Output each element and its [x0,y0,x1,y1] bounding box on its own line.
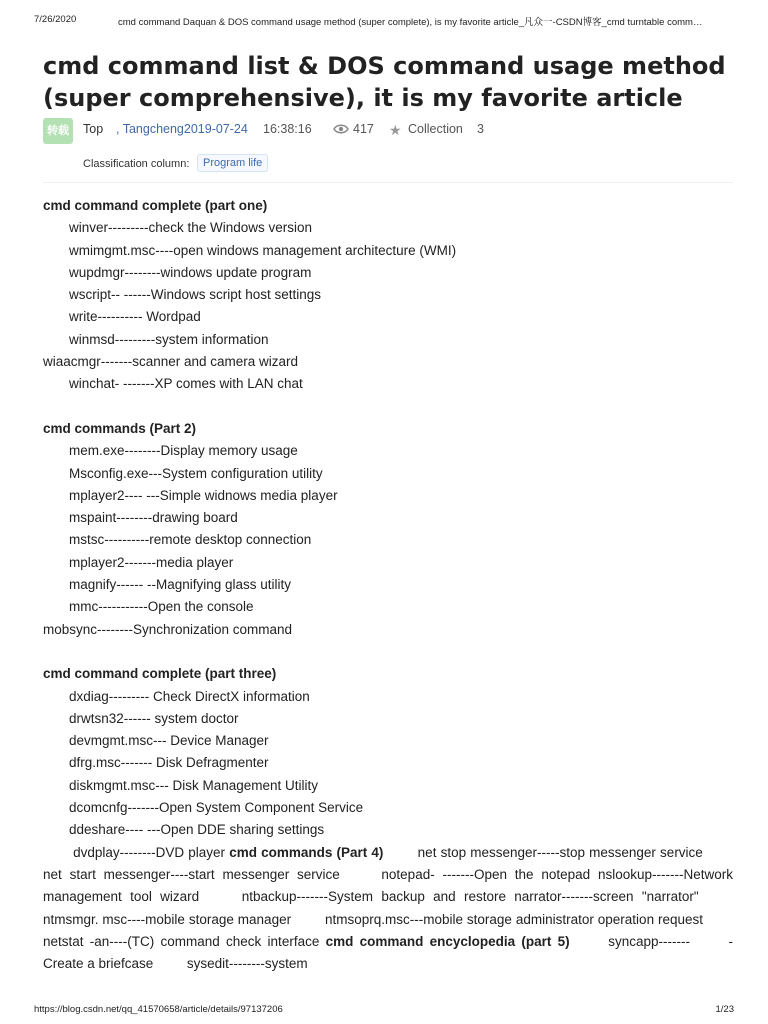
star-icon[interactable]: ★ [389,122,402,138]
command-line: mplayer2---- ---Simple widnows media player [69,487,338,503]
command-line: winver---------check the Windows version [69,220,313,236]
command-line: mspaint--------drawing board [69,510,238,526]
collection-count: 3 [477,122,484,136]
repost-badge: 转载 [43,118,73,144]
inline-heading: cmd commands (Part 4) [229,844,384,860]
section-heading: cmd command complete (part three) [43,666,277,682]
command-line: drwtsn32------ system doctor [69,710,239,726]
inline-heading: cmd command encyclopedia (part 5) [325,933,570,949]
paragraph-segment: notepad- -------Open the notepad nslookup-------Network management tool wizard [43,866,733,905]
top-label: Top [83,122,104,136]
command-line: mem.exe--------Display memory usage [69,443,298,459]
article-title: cmd command list & DOS command usage method (super comprehensive), it is my favorite article [43,52,726,112]
command-line: winchat- -------XP comes with LAN chat [69,376,303,392]
divider [43,182,733,183]
command-paragraph [43,842,733,976]
paragraph-segment: net stop messenger-----stop messenger service [417,844,703,860]
publish-time: 16:38:16 [263,122,312,136]
view-count: 417 [353,122,374,136]
command-line: wiaacmgr-------scanner and camera wizard [43,354,299,370]
command-line: mobsync--------Synchronization command [43,621,293,637]
section-gap [43,641,733,663]
command-line: devmgmt.msc--- Device Manager [69,733,269,749]
page-number: 1/23 [715,1004,734,1015]
command-line: winmsd---------system information [69,331,269,347]
command-line: diskmgmt.msc--- Disk Management Utility [69,777,319,793]
command-line: wupdmgr--------windows update program [69,264,312,280]
paragraph-segment: ntbackup-------System backup and restore narrator-------screen "narrator" [241,889,699,905]
article-meta [43,122,733,152]
paragraph-segment: ntmsoprq.msc---mobile storage administrator operation request [324,911,704,927]
paragraph-segment: dvdplay--------DVD player [73,844,230,860]
paragraph-segment: sysedit--------system [186,956,308,972]
author-link[interactable]: , Tangcheng2019-07-24 [116,122,248,136]
command-line: ddeshare---- ---Open DDE sharing settings [69,822,325,838]
eye-icon [333,123,349,138]
paragraph-segment: netstat -an----(TC) command check interface [43,933,326,949]
print-page-title: cmd command Daquan & DOS command usage method (super complete), is my favorite article_凡众一-CSDN博客_cmd turntable comm… [118,17,703,28]
category-tag[interactable]: Program life [197,154,268,172]
page-url: https://blog.csdn.net/qq_41570658/article/details/97137206 [34,1004,283,1015]
command-line: mplayer2-------media player [69,554,234,570]
command-line: dxdiag--------- Check DirectX information [69,688,310,704]
print-date: 7/26/2020 [34,14,77,25]
article [43,50,733,975]
collection-button[interactable]: Collection [408,122,463,136]
command-line: wscript-- ------Windows script host settings [69,287,322,303]
section-heading: cmd commands (Part 2) [43,420,197,436]
command-line: magnify------ --Magnifying glass utility [69,577,292,593]
paragraph-segment: -Create a briefcase [43,933,733,972]
command-line: dcomcnfg-------Open System Component Service [69,800,364,816]
paragraph-segment: ntmsmgr. msc----mobile storage manager [43,911,292,927]
command-line: mmc-----------Open the console [69,599,254,615]
command-line: wmimgmt.msc----open windows management architecture (WMI) [69,242,457,258]
article-body [43,195,733,975]
category-row [43,154,733,176]
section-gap [43,396,733,418]
category-label: Classification column: [83,158,190,170]
command-line: Msconfig.exe---System configuration utility [69,465,323,481]
command-line: mstsc----------remote desktop connection [69,532,312,548]
command-line: write---------- Wordpad [69,309,201,325]
paragraph-segment: syncapp------- [608,933,690,949]
command-line: dfrg.msc------- Disk Defragmenter [69,755,269,771]
paragraph-segment: net start messenger----start messenger service [43,866,340,882]
section-heading: cmd command complete (part one) [43,198,268,213]
